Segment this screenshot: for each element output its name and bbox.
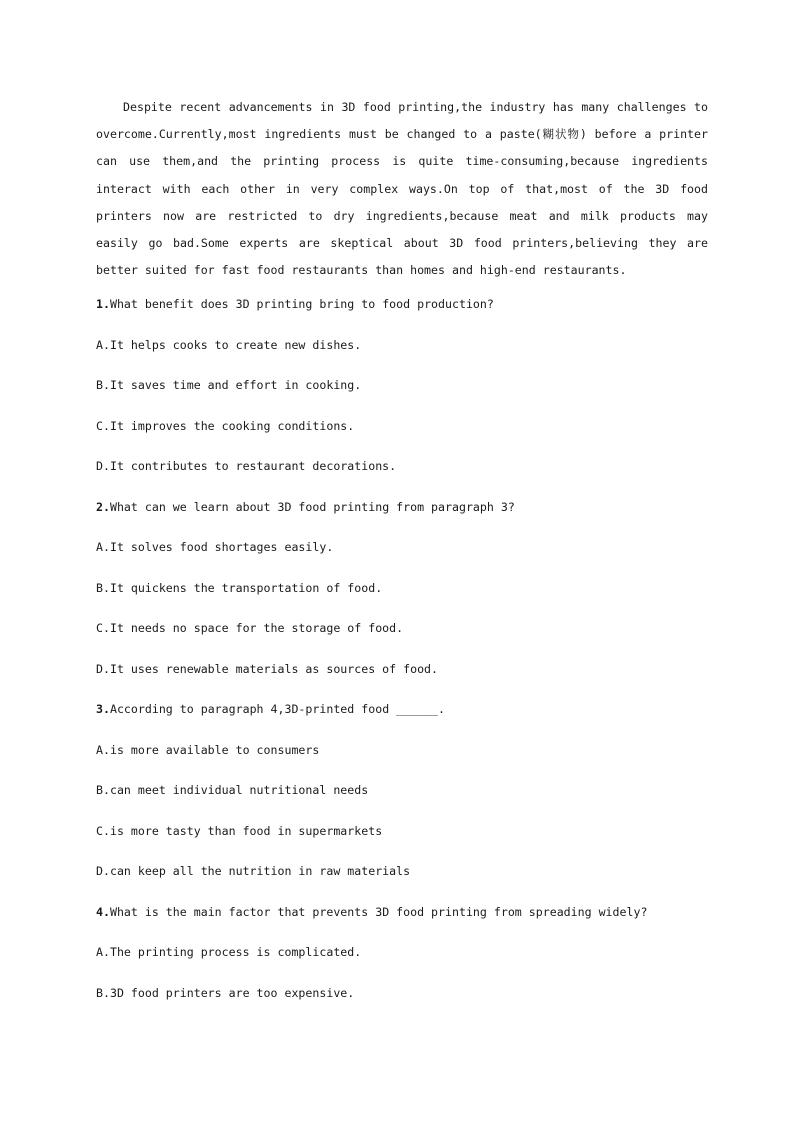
- question-number: 2.: [96, 499, 110, 514]
- question-3: [96, 702, 708, 716]
- document-page: [96, 94, 708, 1000]
- question-4: [96, 905, 708, 919]
- question-text: According to paragraph 4,3D-printed food ______.: [109, 702, 446, 717]
- option-1a: A.It helps cooks to create new dishes.: [96, 337, 362, 352]
- option-3b: B.can meet individual nutritional needs: [96, 783, 369, 798]
- question-text: What can we learn about 3D food printing from paragraph 3?: [109, 499, 515, 514]
- question-number: 4.: [96, 904, 110, 919]
- option-1c: C.It improves the cooking conditions.: [96, 418, 355, 433]
- option-2a: A.It solves food shortages easily.: [96, 540, 334, 555]
- option-3c: C.is more tasty than food in supermarkets: [96, 823, 383, 838]
- passage-text: Despite recent advancements in 3D food printing,the industry has many challenges to overcome.Currently,most ingredients must be changed to a paste(糊状物) before a printer can use them,and the printing process is quite time-consuming,because ingredients interact with each other in very complex ways.On top of that,most of the 3D food printers now are restricted to dry ingredients,because meat and milk products may easily go bad.Some experts are skeptical about 3D food printers,believing they are better suited for fast food restaurants than homes and high-end restaurants.: [96, 100, 708, 278]
- question-2: [96, 500, 708, 514]
- option-2b: B.It quickens the transportation of food.: [96, 580, 383, 595]
- question-text: What is the main factor that prevents 3D food printing from spreading widely?: [109, 904, 648, 919]
- question-number: 3.: [96, 702, 110, 717]
- question-text: What benefit does 3D printing bring to food production?: [109, 297, 494, 312]
- option-1b: B.It saves time and effort in cooking.: [96, 378, 362, 393]
- option-4a: A.The printing process is complicated.: [96, 945, 362, 960]
- option-3a: A.is more available to consumers: [96, 742, 320, 757]
- question-number: 1.: [96, 297, 110, 312]
- option-1d: D.It contributes to restaurant decorations.: [96, 459, 397, 474]
- question-1: [96, 297, 708, 311]
- option-2c: C.It needs no space for the storage of food.: [96, 621, 404, 636]
- option-4b: B.3D food printers are too expensive.: [96, 985, 355, 1000]
- option-2d: D.It uses renewable materials as sources of food.: [96, 661, 439, 676]
- option-3d: D.can keep all the nutrition in raw materials: [96, 864, 411, 879]
- passage-paragraph: [96, 94, 708, 284]
